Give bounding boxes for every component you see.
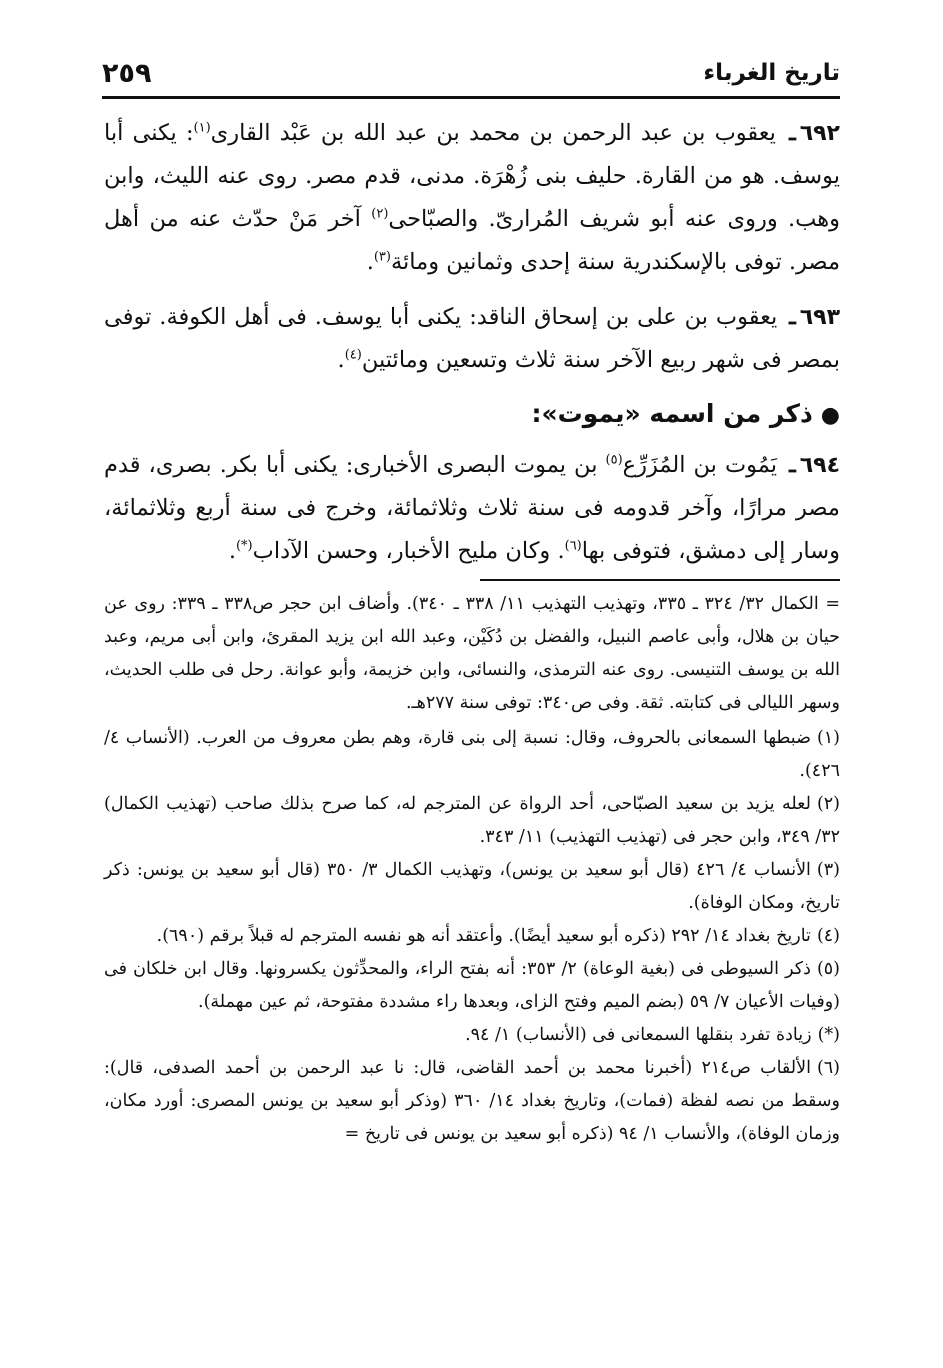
footnote-ref: (٤) [344, 347, 362, 363]
header-rule [102, 96, 840, 99]
entry-693: ٦٩٣ـ يعقوب بن على بن إسحاق الناقد: يكنى أبا يوسف. فى أهل الكوفة. توفى بمصر فى شهر ربيع الآخر سنة ثلاث وتسعين ومائتين$^{(٤)}$. [104, 304, 841, 373]
footnote-ref: (٣) [373, 249, 391, 265]
entry-text: . وكان مليح الأخبار، وحسن الآداب [252, 538, 565, 564]
footnote-2: (٢)لعله يزيد بن سعيد الصبّاحى، أحد الرواة عن المترجم له، كما صرح بذلك صاحب (تهذيب الكمال) ٣٢/ ٣٤٩، وابن حجر فى (تهذيب التهذيب) ١١/ ٣٤٣. [104, 794, 840, 847]
entry-694: ٦٩٤ـ يَمُوت بن المُزَرِّع$^{(٥)}$ بن يموت البصرى الأخبارى: يكنى أبا بكر. بصرى، قدم مصر مرارًا، وآخر قدومه فى سنة ثلاث وثلاثمائة، وخرج فى سنة أربع وثلاثمائة، وسار إلى دمشق، فتوفى بها$^{(٦)}$. وكان مليح الأخبار، وحسن الآداب(*). [104, 452, 841, 564]
entry-number: ٦٩٣ [799, 305, 841, 330]
entry-text: بن يموت البصرى الأخبارى: يكنى أبا بكر. بصرى، قدم مصر مرارًا، وآخر قدومه فى سنة ثلاث وثلاثمائة، وخرج فى سنة أربع وثلاثمائة، وسار إلى دمشق، فتوفى بها [104, 452, 840, 564]
footnote-star: (*)زيادة تفرد بنقلها السمعانى فى (الأنساب) ١/ ٩٤. [465, 1025, 840, 1045]
footnote-ref: (*) [235, 538, 253, 554]
footnote-ref: (٥) [605, 452, 623, 468]
footnote-ref: (٢) [371, 206, 389, 222]
entry-text: آخر مَنْ حدّث عنه من أهل مصر. توفى بالإسكندرية سنة إحدى وثمانين ومائة [104, 206, 840, 275]
entry-text: يعقوب بن على بن إسحاق الناقد: يكنى أبا يوسف. فى أهل الكوفة. توفى بمصر فى شهر ربيع الآخر سنة ثلاث وتسعين ومائتين [104, 304, 840, 373]
footnote-4: (٤)تاريخ بغداد ١٤/ ٢٩٢ (ذكره أبو سعيد أيضًا). وأعتقد أنه هو نفسه المترجم له قبلاً برقم (٦٩٠). [156, 926, 840, 946]
footnote-continuation: = الكمال ٣٢/ ٣٢٤ ـ ٣٣٥، وتهذيب التهذيب ١١/ ٣٣٨ ـ ٣٤٠). وأضاف ابن حجر ص٣٣٨ ـ ٣٣٩: روى عن حيان بن هلال، وأبى عاصم النبيل، والفضل بن دُكَيْن، وعبد الله ابن يزيد المقرئ، وابن أبى مريم، وعبد الله بن يوسف التنيسى. روى عنه الترمذى، والنسائى، وابن خزيمة، وأبو عوانة. رحل فى طلب الحديث، وسهر الليالى فى كتابته. ثقة. وفى ص٣٤٠: توفى سنة ٢٧٧هـ. [104, 594, 840, 713]
entry-692: ٦٩٢ـ يعقوب بن عبد الرحمن بن محمد بن عبد الله بن عَبْد القارى$^{(١)}$: يكنى أبا يوسف. هو من القارة. حليف بنى زُهْرَة. مدنى، قدم مصر. روى عنه الليث، وابن وهب. وروى عنه أبو شريف المُرارىّ. والصبّاحى$^{(٢)}$ آخر مَنْ حدّث عنه من أهل مصر. توفى بالإسكندرية سنة إحدى وثمانين ومائة$^{(٣)}$. [104, 120, 840, 275]
entry-number: ٦٩٢ [799, 121, 840, 146]
bullet-icon: ● [820, 403, 840, 428]
section-heading: ●ذكر من اسمه «يموت»: [531, 399, 840, 428]
footnote-5: (٥)ذكر السيوطى فى (بغية الوعاة) ٢/ ٣٥٣: أنه بفتح الراء، والمحدِّثون يكسرونها. وقال ابن خلكان فى (وفيات الأعيان ٧/ ٥٩ (بضم الميم وفتح الزاى، وبعدها راء مشددة مفتوحة، ثم عين مهملة). [104, 959, 840, 1012]
book-title: تاريخ الغرباء [703, 60, 840, 86]
footnotes [104, 588, 840, 1151]
footnote-ref: (١) [193, 120, 211, 136]
footnote-6: (٦)الألقاب ص٢١٤ (أخبرنا محمد بن أحمد القاضى، قال: نا عبد الرحمن بن أحمد الصدفى، قال): وسقط من نصه لفظة (فمات)، وتاريخ بغداد ١٤/ ٣٦٠ (وذكر أبو سعيد بن يونس المصرى: أورد مكان، وزمان الوفاة)، والأنساب ١/ ٩٤ (ذكره أبو سعيد بن يونس فى تاريخ = [104, 1058, 840, 1144]
entry-text: . [337, 347, 345, 373]
footnote-3: (٣)الأنساب ٤/ ٤٢٦ (قال أبو سعيد بن يونس)، وتهذيب الكمال ٣/ ٣٥٠ (قال أبو سعيد بن يونس: ذكر تاريخ، ومكان الوفاة). [104, 860, 840, 913]
running-header [102, 58, 840, 94]
entry-text: يعقوب بن عبد الرحمن بن محمد بن عبد الله بن عَبْد القارى [210, 120, 776, 146]
footnote-ref: (٦) [564, 538, 582, 554]
entry-text: . [228, 538, 236, 564]
footnote-rule [480, 579, 840, 581]
entry-text: : يكنى أبا يوسف. هو من القارة. حليف بنى زُهْرَة. مدنى، قدم مصر. روى عنه الليث، وابن وهب. وروى عنه أبو شريف المُرارىّ. والصبّاحى [104, 120, 840, 232]
entry-number: ٦٩٤ [799, 453, 841, 478]
entry-text: . [366, 249, 374, 275]
footnote-1: (١)ضبطها السمعانى بالحروف، وقال: نسبة إلى بنى قارة، وهم بطن معروف من العرب. (الأنساب ٤/ ٤٢٦). [104, 728, 840, 781]
page-number: ٢٥٩ [102, 58, 152, 89]
main-text [104, 112, 840, 585]
entry-text: يَمُوت بن المُزَرِّع [622, 452, 778, 478]
